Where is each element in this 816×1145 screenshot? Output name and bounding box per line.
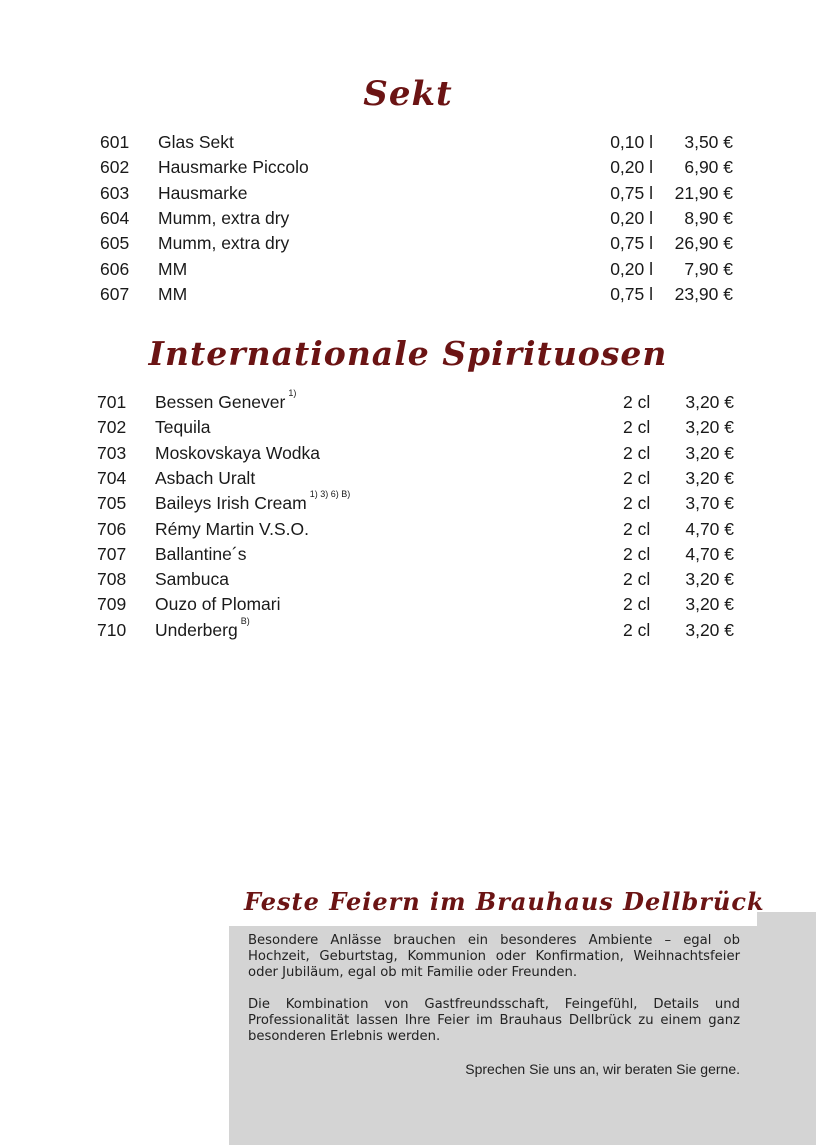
item-size: 0,75 l xyxy=(610,182,653,203)
item-name: Hausmarke xyxy=(158,182,248,203)
item-price: 26,90 € xyxy=(674,233,733,254)
item-number: 602 xyxy=(100,157,130,178)
spirituosen-heading: Internationale Spirituosen xyxy=(148,334,668,373)
item-price: 7,90 € xyxy=(684,258,733,279)
item-name xyxy=(155,388,297,412)
promo-paragraph-2: Die Kombination von Gastfreundsschaft, Feingefühl, Details und Professionalität lassen Ihre Feier im Brauhaus Dellbrück zu einem ganz besonderen Erlebnis werden. xyxy=(248,997,740,1044)
item-number: 607 xyxy=(100,283,130,304)
item-size: 0,20 l xyxy=(610,207,653,228)
item-price: 3,20 € xyxy=(685,569,734,590)
item-number: 710 xyxy=(97,619,127,640)
item-price: 3,20 € xyxy=(685,594,734,615)
item-name: Ballantine´s xyxy=(155,543,247,564)
sekt-heading: Sekt xyxy=(363,74,453,114)
item-size: 2 cl xyxy=(623,493,651,514)
item-name-text: Bessen Genever xyxy=(155,392,286,412)
item-name: MM xyxy=(158,258,188,279)
item-size: 0,75 l xyxy=(610,233,653,254)
item-price: 3,20 € xyxy=(685,417,734,438)
item-price: 3,20 € xyxy=(685,619,734,640)
item-size: 0,20 l xyxy=(610,258,653,279)
item-number: 708 xyxy=(97,569,127,590)
item-number: 703 xyxy=(97,442,127,463)
item-number: 709 xyxy=(97,594,127,615)
promo-paragraph-1: Besondere Anlässe brauchen ein besonderes Ambiente – egal ob Hochzeit, Geburtstag, Kommunion oder Konfirmation, Weihnachtsfeier oder Jubiläum, egal ob mit Familie oder Freunden. xyxy=(248,933,740,980)
item-size: 2 cl xyxy=(623,594,651,615)
item-number: 606 xyxy=(100,258,130,279)
item-size: 2 cl xyxy=(623,569,651,590)
item-number: 705 xyxy=(97,493,127,514)
item-name xyxy=(155,615,250,640)
item-size: 2 cl xyxy=(623,543,651,564)
item-price: 4,70 € xyxy=(685,543,734,564)
item-name-text: Baileys Irish Cream xyxy=(155,493,307,514)
item-price: 3,20 € xyxy=(685,392,734,412)
item-size: 2 cl xyxy=(623,392,651,412)
item-size: 2 cl xyxy=(623,467,651,488)
allergen-note: 1) 3) 6) B) xyxy=(309,489,351,500)
item-name: Mumm, extra dry xyxy=(158,207,290,228)
item-number: 704 xyxy=(97,467,127,488)
item-size: 2 cl xyxy=(623,619,651,640)
item-name: Rémy Martin V.S.O. xyxy=(155,518,309,539)
item-number: 702 xyxy=(97,417,127,438)
item-number: 603 xyxy=(100,182,130,203)
item-price: 3,20 € xyxy=(685,467,734,488)
item-size: 0,20 l xyxy=(610,157,653,178)
item-name: Asbach Uralt xyxy=(155,467,256,488)
item-number: 707 xyxy=(97,543,127,564)
item-name: Hausmarke Piccolo xyxy=(158,157,309,178)
item-number: 605 xyxy=(100,233,130,254)
item-price: 4,70 € xyxy=(685,518,734,539)
promo-paragraph-3: Sprechen Sie uns an, wir beraten Sie gerne. xyxy=(465,1061,740,1077)
allergen-note: 1) xyxy=(288,388,297,398)
item-name: Mumm, extra dry xyxy=(158,233,290,254)
item-name: Sambuca xyxy=(155,569,229,590)
item-name: Moskovskaya Wodka xyxy=(155,442,321,463)
item-price: 21,90 € xyxy=(674,182,733,203)
item-price: 3,50 € xyxy=(684,132,733,152)
item-price: 8,90 € xyxy=(684,207,733,228)
item-price: 3,70 € xyxy=(685,493,734,514)
item-size: 2 cl xyxy=(623,518,651,539)
item-size: 0,75 l xyxy=(610,283,653,304)
item-size: 2 cl xyxy=(623,417,651,438)
item-name xyxy=(155,489,351,514)
item-name-text: Underberg xyxy=(155,619,238,640)
item-size: 2 cl xyxy=(623,442,651,463)
item-number: 706 xyxy=(97,518,127,539)
item-number: 601 xyxy=(100,132,130,152)
item-name: MM xyxy=(158,283,188,304)
item-name: Glas Sekt xyxy=(158,132,234,152)
item-price: 23,90 € xyxy=(674,283,733,304)
item-size: 0,10 l xyxy=(610,132,653,152)
allergen-note: B) xyxy=(240,615,250,626)
item-number: 701 xyxy=(97,392,127,412)
item-price: 6,90 € xyxy=(684,157,733,178)
item-name: Ouzo of Plomari xyxy=(155,594,281,615)
item-number: 604 xyxy=(100,207,130,228)
item-price: 3,20 € xyxy=(685,442,734,463)
item-name: Tequila xyxy=(155,417,211,438)
promo-heading: Feste Feiern im Brauhaus Dellbrück xyxy=(244,887,765,916)
